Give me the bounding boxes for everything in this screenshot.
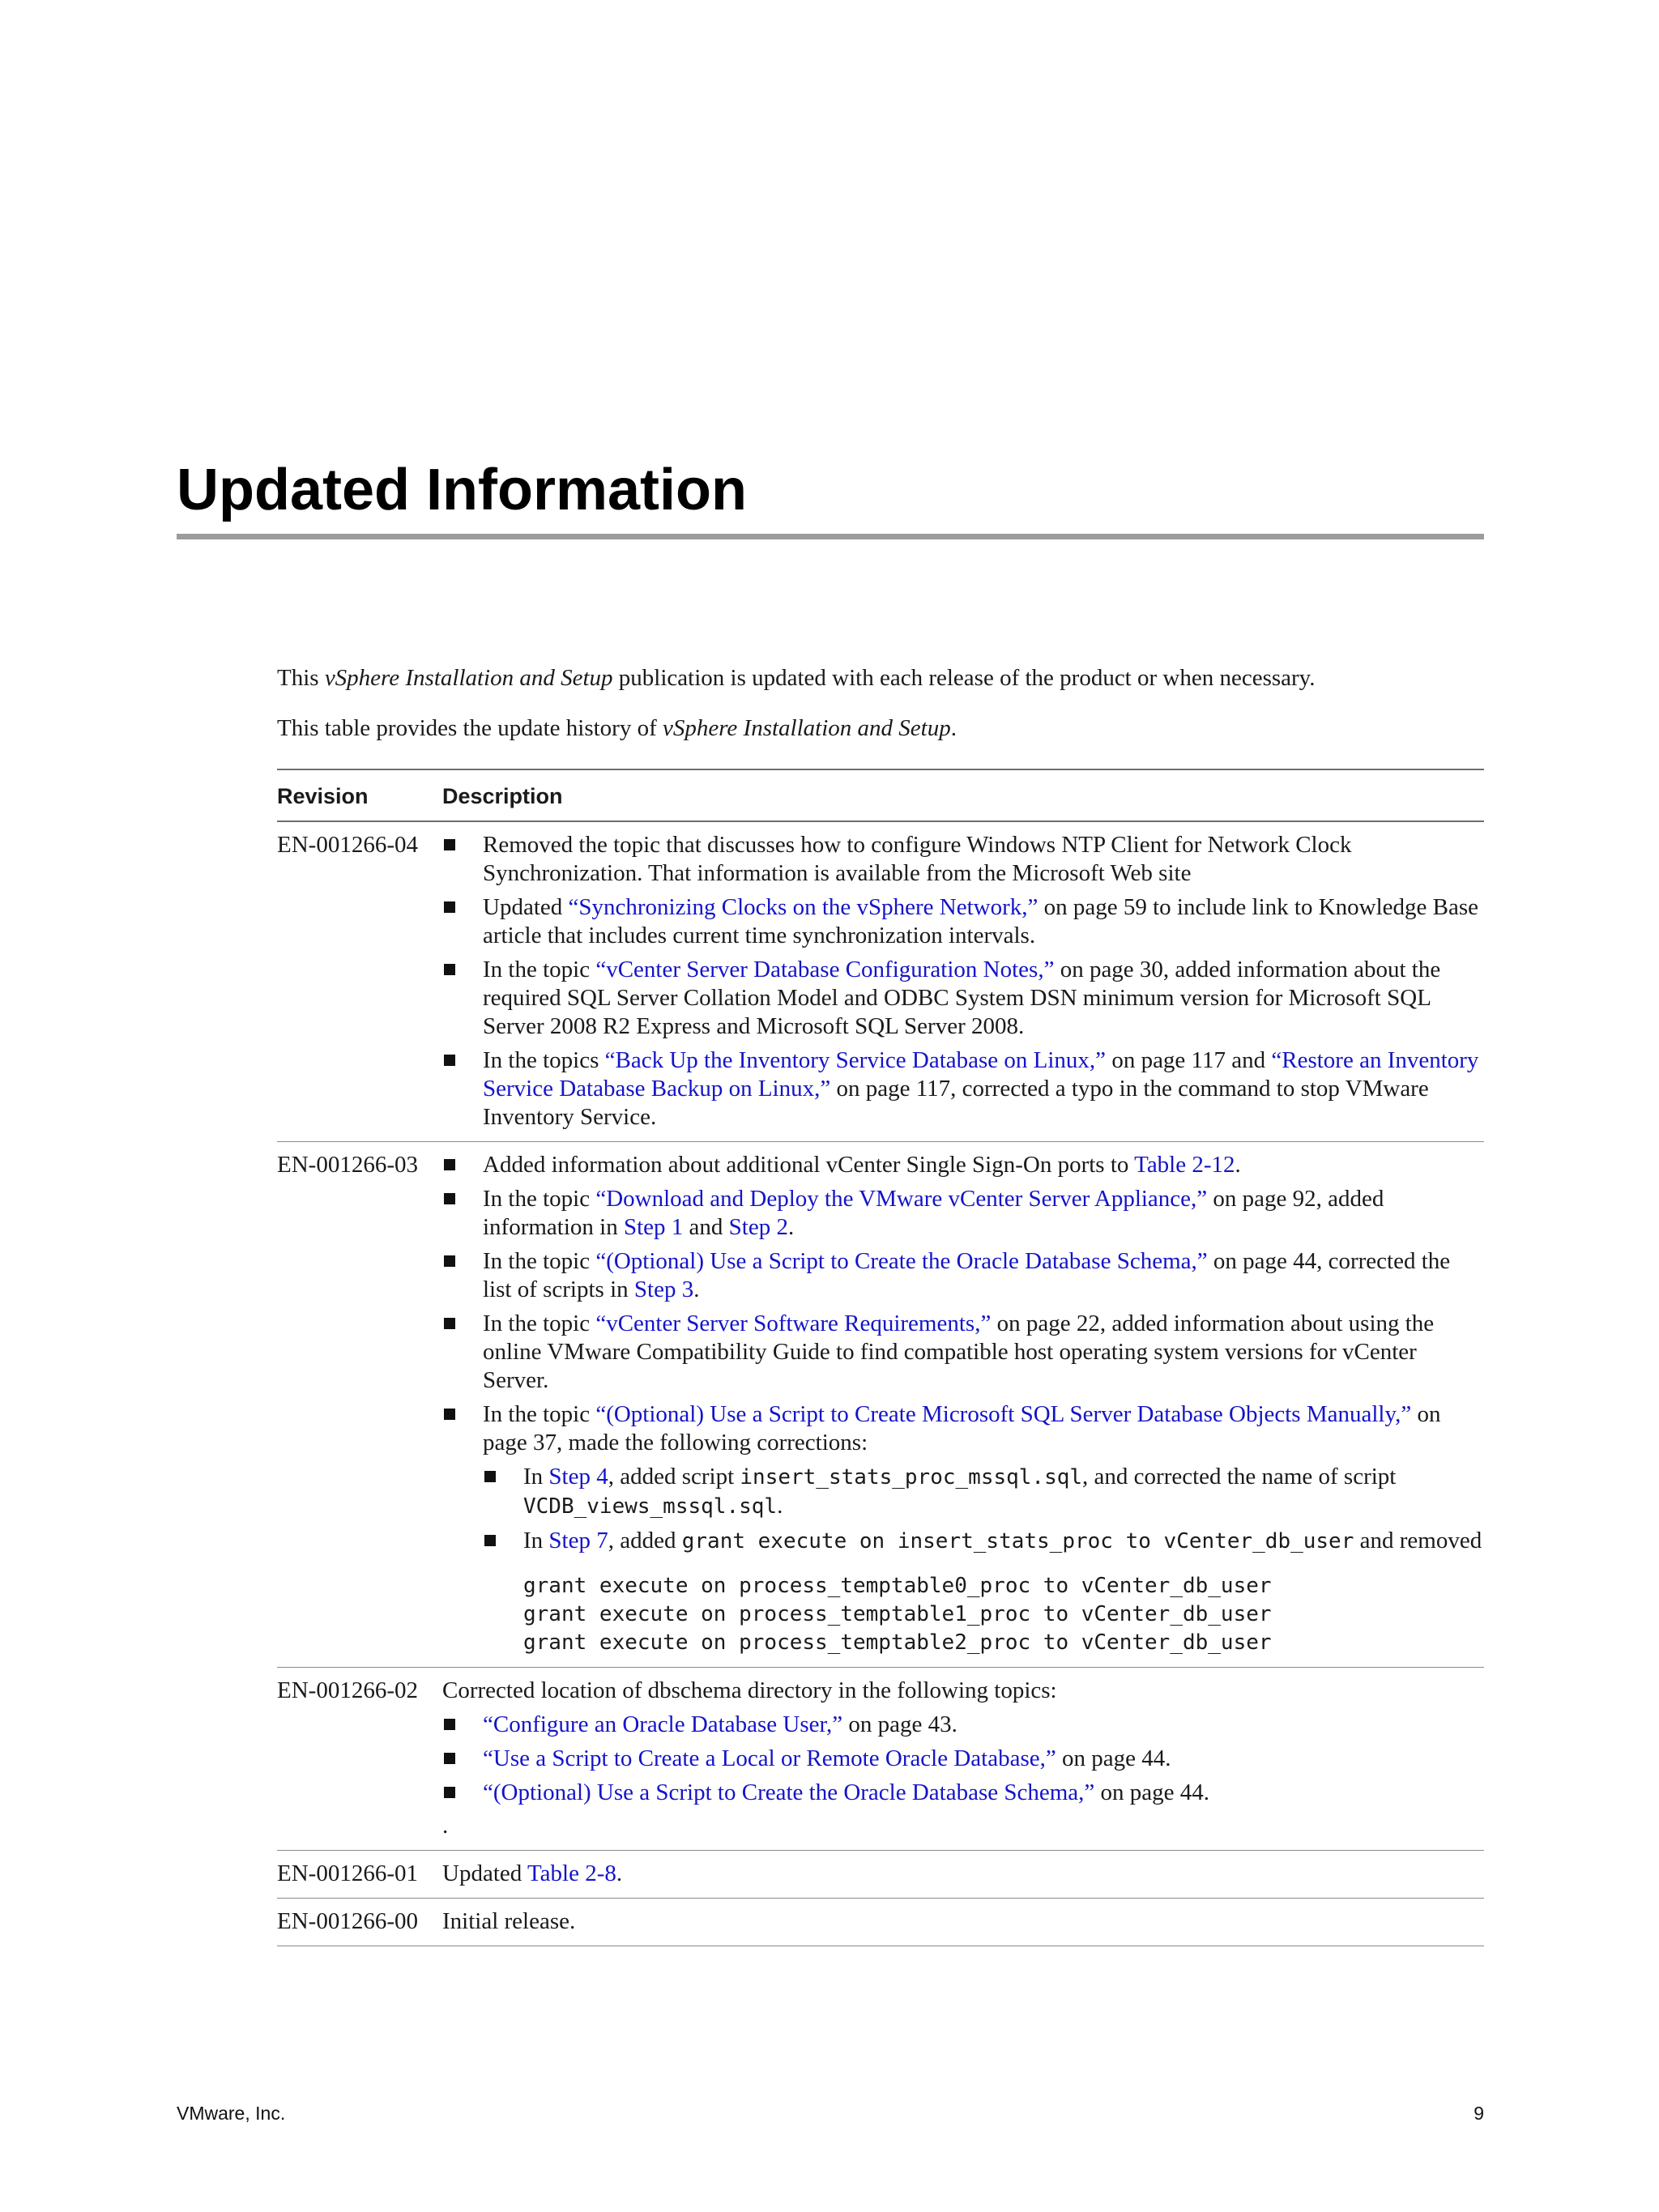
- cross-reference-link[interactable]: “Back Up the Inventory Service Database on Linux,”: [604, 1047, 1107, 1073]
- list-item: In the topic “(Optional) Use a Script to Create the Oracle Database Schema,” on page 44, corrected the list of scripts in Step 3.: [442, 1247, 1484, 1304]
- page-number: 9: [1473, 2103, 1484, 2124]
- list-item: Removed the topic that discusses how to configure Windows NTP Client for Network Clock Synchronization. That information is available from the Microsoft Web site: [442, 831, 1484, 888]
- list-item: “Configure an Oracle Database User,” on page 43.: [442, 1711, 1484, 1739]
- bullet-icon: [444, 1753, 455, 1764]
- cross-reference-link[interactable]: “Download and Deploy the VMware vCenter Server Appliance,”: [595, 1186, 1208, 1212]
- cross-reference-link[interactable]: “(Optional) Use a Script to Create the Oracle Database Schema,”: [483, 1779, 1095, 1805]
- bullet-icon: [484, 1471, 496, 1482]
- script-name: VCDB_views_mssql.sql: [523, 1494, 778, 1519]
- table-reference-link[interactable]: Table 2-8: [527, 1860, 616, 1886]
- cross-reference-link[interactable]: “vCenter Server Database Configuration Notes,”: [595, 957, 1055, 982]
- description-cell: [442, 821, 1484, 1142]
- bullet-icon: [444, 1787, 455, 1798]
- bullet-icon: [444, 1318, 455, 1329]
- bullet-icon: [484, 1535, 496, 1546]
- list-item: “Use a Script to Create a Local or Remote Oracle Database,” on page 44.: [442, 1745, 1484, 1773]
- cross-reference-link[interactable]: “(Optional) Use a Script to Create the Oracle Database Schema,”: [595, 1248, 1208, 1274]
- bullet-icon: [444, 1719, 455, 1730]
- page-title: Updated Information: [177, 458, 747, 522]
- table-row: [277, 1668, 1484, 1851]
- bullet-icon: [444, 1193, 455, 1204]
- step-link[interactable]: Step 3: [633, 1276, 694, 1302]
- cross-reference-link[interactable]: “Restore an Inventory Service Database Backup on Linux,”: [483, 1047, 1479, 1102]
- list-item: In the topics “Back Up the Inventory Service Database on Linux,” on page 117 and “Restore an Inventory Service Database Backup on Linux,” on page 117, corrected a typo in the command to stop VMware Inventory Service.: [442, 1046, 1484, 1132]
- step-link[interactable]: Step 2: [728, 1214, 788, 1240]
- revision-cell: EN-001266-00: [277, 1899, 442, 1946]
- code-line: grant execute on process_temptable2_proc to vCenter_db_user: [523, 1630, 1272, 1655]
- intro-paragraph-history: This table provides the update history of vSphere Installation and Setup.: [277, 715, 957, 741]
- revision-cell: EN-001266-02: [277, 1668, 442, 1851]
- code-line: grant execute on process_temptable0_proc to vCenter_db_user: [523, 1574, 1272, 1598]
- column-header-description: Description: [442, 769, 1484, 821]
- table-row: [277, 821, 1484, 1142]
- table-reference-link[interactable]: Table 2-12: [1134, 1152, 1235, 1178]
- sql-statement: grant execute on insert_stats_proc to vCenter_db_user: [681, 1529, 1354, 1554]
- bullet-icon: [444, 1409, 455, 1420]
- revision-cell: EN-001266-04: [277, 821, 442, 1142]
- trailing-period: .: [442, 1813, 449, 1839]
- cross-reference-link[interactable]: “Synchronizing Clocks on the vSphere Network,”: [568, 894, 1038, 920]
- column-header-revision: Revision: [277, 769, 442, 821]
- sub-list-item: In Step 4, added script insert_stats_proc_mssql.sql, and corrected the name of script VCDB_views_mssql.sql.: [483, 1463, 1484, 1521]
- description-cell: [442, 1668, 1484, 1851]
- footer-company: VMware, Inc.: [177, 2103, 286, 2124]
- list-item: In the topic “Download and Deploy the VMware vCenter Server Appliance,” on page 92, added information in Step 1 and Step 2.: [442, 1185, 1484, 1242]
- main-content: [277, 664, 1484, 1946]
- list-item: “(Optional) Use a Script to Create the Oracle Database Schema,” on page 44.: [442, 1779, 1484, 1807]
- description-cell: Initial release.: [442, 1899, 1484, 1946]
- cross-reference-link[interactable]: “Configure an Oracle Database User,”: [483, 1711, 843, 1737]
- bullet-icon: [444, 1255, 455, 1267]
- title-rule: [177, 534, 1484, 539]
- bullet-icon: [444, 1055, 455, 1066]
- list-item: Updated “Synchronizing Clocks on the vSphere Network,” on page 59 to include link to Knowledge Base article that includes current time synchronization intervals.: [442, 893, 1484, 950]
- revision-history-table: [277, 769, 1484, 1946]
- bullet-icon: [444, 964, 455, 975]
- code-block: [523, 1572, 1484, 1657]
- step-link[interactable]: Step 4: [548, 1464, 608, 1490]
- cross-reference-link[interactable]: “vCenter Server Software Requirements,”: [595, 1311, 992, 1336]
- bullet-icon: [444, 1159, 455, 1170]
- code-line: grant execute on process_temptable1_proc to vCenter_db_user: [523, 1602, 1272, 1626]
- description-lead: Corrected location of dbschema directory in the following topics:: [442, 1677, 1057, 1703]
- bullet-icon: [444, 839, 455, 850]
- script-name: insert_stats_proc_mssql.sql: [740, 1465, 1083, 1490]
- list-item: In the topic “(Optional) Use a Script to Create Microsoft SQL Server Database Objects Manually,” on page 37, made the following corrections: In Step 4, added script insert_stats_proc_mssql.sql, and corrected the name of script VCDB_views_mssql.sql. In Step 7, added grant execute on insert_stats_proc to vCenter_db_user and removed grant execute on process_temptable0_proc to vCenter_db_user grant execute on process_temptable1_proc to vCenter_db_user grant execute on process_temptable2_proc to vCenter_db_user: [442, 1400, 1484, 1657]
- cross-reference-link[interactable]: “(Optional) Use a Script to Create Microsoft SQL Server Database Objects Manually,”: [595, 1401, 1412, 1427]
- cross-reference-link[interactable]: “Use a Script to Create a Local or Remote Oracle Database,”: [483, 1745, 1056, 1771]
- table-row: [277, 1899, 1484, 1946]
- step-link[interactable]: Step 7: [548, 1528, 608, 1554]
- list-item: Added information about additional vCenter Single Sign-On ports to Table 2-12.: [442, 1151, 1484, 1179]
- description-cell: Updated Table 2-8.: [442, 1851, 1484, 1899]
- step-link[interactable]: Step 1: [623, 1214, 684, 1240]
- list-item: In the topic “vCenter Server Database Configuration Notes,” on page 30, added information about the required SQL Server Collation Model and ODBC System DSN minimum version for Microsoft SQL Server 2008 R2 Express and Microsoft SQL Server 2008.: [442, 956, 1484, 1041]
- list-item: In the topic “vCenter Server Software Requirements,” on page 22, added information about using the online VMware Compatibility Guide to find compatible host operating system versions for vCenter Server.: [442, 1310, 1484, 1395]
- table-row: [277, 1851, 1484, 1899]
- intro-paragraph: This vSphere Installation and Setup publication is updated with each release of the product or when necessary.: [277, 665, 1316, 691]
- table-row: [277, 1142, 1484, 1668]
- revision-cell: EN-001266-01: [277, 1851, 442, 1899]
- bullet-icon: [444, 901, 455, 913]
- description-cell: [442, 1142, 1484, 1668]
- sub-list-item: In Step 7, added grant execute on insert_stats_proc to vCenter_db_user and removed: [483, 1527, 1484, 1556]
- revision-cell: EN-001266-03: [277, 1142, 442, 1668]
